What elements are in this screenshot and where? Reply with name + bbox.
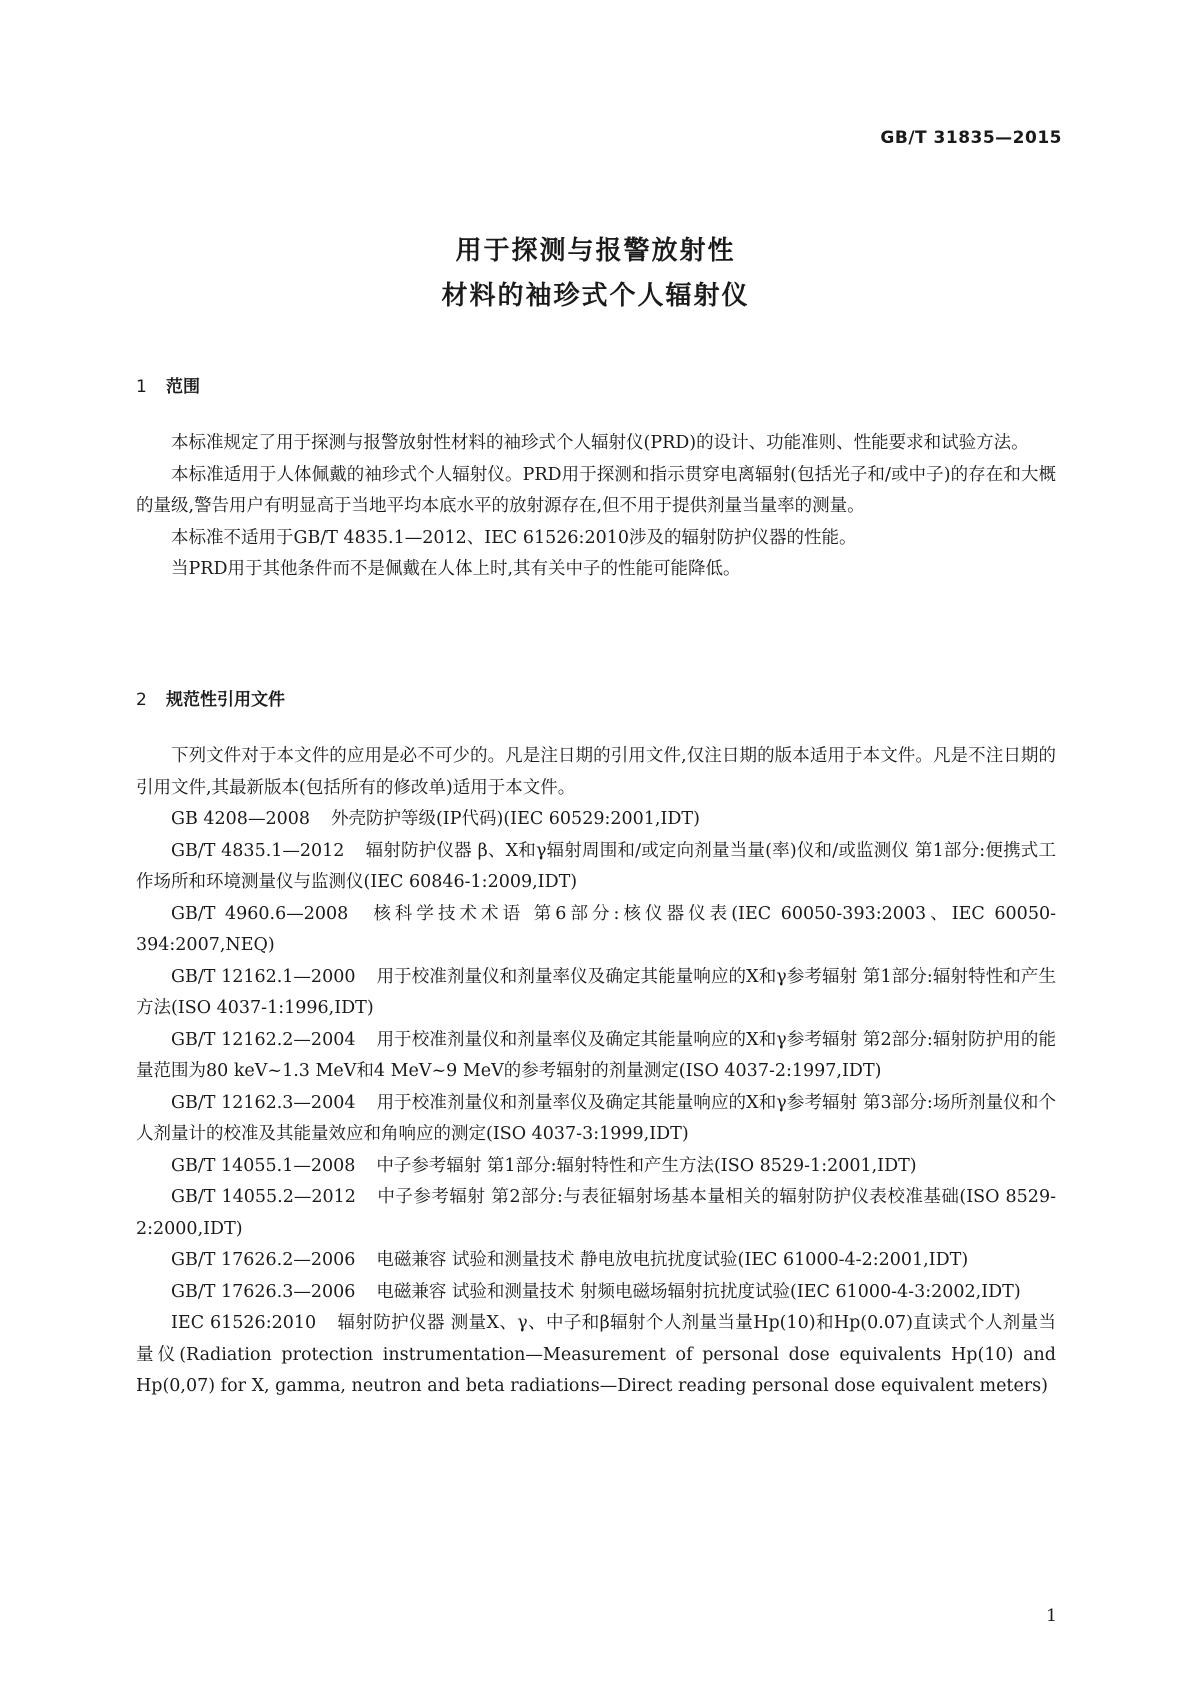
standard-number: GB/T 31835—2015 [880, 128, 1062, 148]
section-1-body [136, 428, 1056, 586]
reference-title: 电磁兼容 试验和测量技术 射频电磁场辐射抗扰度试验(IEC 61000-4-3:2002,IDT) [376, 1281, 1021, 1302]
reference-code: GB/T 4835.1—2012 [171, 840, 345, 861]
paragraph: 本标准适用于人体佩戴的袖珍式个人辐射仪。PRD用于探测和指示贯穿电离辐射(包括光子和/或中子)的存在和大概的量级,警告用户有明显高于当地平均本底水平的放射源存在,但不用于提供剂量当量率的测量。 [136, 464, 1056, 516]
paragraph: 当PRD用于其他条件而不是佩戴在人体上时,其有关中子的性能可能降低。 [171, 559, 741, 579]
reference-code: GB/T 17626.3—2006 [171, 1281, 356, 1302]
reference-title: 电磁兼容 试验和测量技术 静电放电抗扰度试验(IEC 61000-4-2:2001,IDT) [376, 1250, 969, 1270]
section-2-title: 规范性引用文件 [166, 690, 285, 710]
page-number: 1 [1046, 1606, 1057, 1626]
reference-code: GB/T 12162.1—2000 [171, 966, 356, 987]
reference-code: GB/T 17626.2—2006 [171, 1250, 356, 1270]
section-2-number: 2 [136, 690, 147, 710]
reference-code: GB/T 12162.2—2004 [171, 1029, 356, 1050]
reference-code: GB 4208—2008 [171, 809, 310, 829]
reference-item [136, 1245, 1056, 1277]
reference-title: 核科学技术术语 第6部分:核仪器仪表(IEC 60050-393:2003、IEC 60050-394:2007,NEQ) [136, 903, 1057, 955]
reference-item [136, 1151, 1056, 1183]
reference-code: GB/T 14055.1—2008 [171, 1155, 356, 1176]
document-title-line-1: 用于探测与报警放射性 [455, 236, 736, 266]
section-2-heading [136, 685, 285, 710]
reference-item [136, 1182, 1056, 1245]
reference-item [136, 1025, 1056, 1088]
reference-item [136, 1088, 1056, 1151]
reference-title: 中子参考辐射 第2部分:与表征辐射场基本量相关的辐射防护仪表校准基础(ISO 8529-2:2000,IDT) [136, 1187, 1056, 1239]
paragraph: 本标准不适用于GB/T 4835.1—2012、IEC 61526:2010涉及的辐射防护仪器的性能。 [171, 527, 857, 548]
reference-item [136, 836, 1056, 899]
reference-title: 用于校准剂量仪和剂量率仪及确定其能量响应的X和γ参考辐射 第3部分:场所剂量仪和个人剂量计的校准及其能量效应和角响应的测定(ISO 4037-3:1999,IDT) [136, 1092, 1057, 1144]
section-1-number: 1 [136, 377, 147, 397]
reference-code: IEC 61526:2010 [171, 1313, 317, 1333]
reference-title: 用于校准剂量仪和剂量率仪及确定其能量响应的X和γ参考辐射 第2部分:辐射防护用的能量范围为80 keV~1.3 MeV和4 MeV~9 MeV的参考辐射的剂量测定(ISO 4037-2:1997,IDT) [136, 1029, 1057, 1081]
reference-code: GB/T 14055.2—2012 [171, 1187, 356, 1207]
section-2-body [136, 741, 1056, 1403]
reference-item [136, 899, 1056, 962]
paragraph: 下列文件对于本文件的应用是必不可少的。凡是注日期的引用文件,仅注日期的版本适用于本文件。凡是不注日期的引用文件,其最新版本(包括所有的修改单)适用于本文件。 [136, 746, 1056, 798]
reference-title: 辐射防护仪器 测量X、γ、中子和β辐射个人剂量当量Hp(10)和Hp(0.07)直读式个人剂量当量仪(Radiation protection instrumentation—Measurement of personal dose equivalents Hp(10) and Hp(0,07) for X, gamma, neutron and beta radiations—Direct reading personal dose equivalent meters) [136, 1313, 1056, 1396]
paragraph: 本标准规定了用于探测与报警放射性材料的袖珍式个人辐射仪(PRD)的设计、功能准则、性能要求和试验方法。 [171, 433, 1029, 453]
reference-code: GB/T 12162.3—2004 [171, 1092, 356, 1113]
reference-item [136, 962, 1056, 1025]
section-1-heading [136, 372, 200, 397]
reference-item [136, 1308, 1056, 1403]
reference-title: 外壳防护等级(IP代码)(IEC 60529:2001,IDT) [330, 809, 700, 829]
reference-title: 辐射防护仪器 β、X和γ辐射周围和/或定向剂量当量(率)仪和/或监测仪 第1部分:便携式工作场所和环境测量仪与监测仪(IEC 60846-1:2009,IDT) [136, 840, 1056, 892]
reference-item [136, 1277, 1056, 1309]
reference-item [136, 804, 1056, 836]
reference-title: 用于校准剂量仪和剂量率仪及确定其能量响应的X和γ参考辐射 第1部分:辐射特性和产生方法(ISO 4037-1:1996,IDT) [136, 966, 1057, 1018]
section-1-title: 范围 [166, 377, 200, 397]
reference-code: GB/T 4960.6—2008 [171, 903, 349, 924]
reference-title: 中子参考辐射 第1部分:辐射特性和产生方法(ISO 8529-1:2001,IDT) [376, 1155, 917, 1176]
document-title-line-2: 材料的袖珍式个人辐射仪 [441, 281, 750, 311]
